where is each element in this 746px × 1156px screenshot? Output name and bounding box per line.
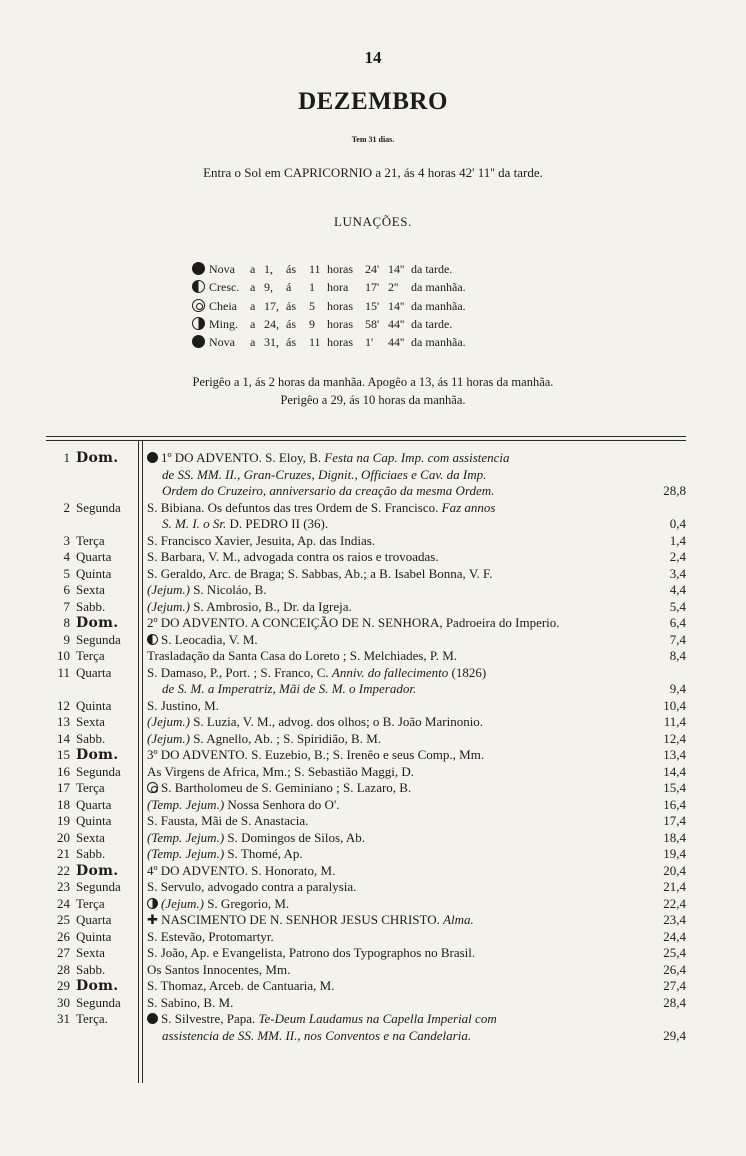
moon-age: 10,4 [663,697,686,713]
saints-line [147,912,592,929]
moon-age: 25,4 [663,945,686,960]
saints-line [147,731,592,748]
saints-line [147,698,592,715]
saints-line [147,648,592,665]
column-divider-left-inner [142,441,143,1083]
saints-text: S. Francisco Xavier, Jesuita, Ap. das Indias. [147,532,376,548]
weekday: Dom. [76,450,119,466]
saints-text: S. Bartholomeu de S. Geminiano ; S. Lazaro, B. [161,780,412,795]
saints-text: S. Estevão, Protomartyr. [147,928,274,944]
saints-text: Nossa Senhora do O'. [224,796,340,812]
weekday: Segunda [76,499,121,515]
lunation-period: da manhãa. [411,280,466,295]
weekday: Sabb. [76,730,106,746]
saints-line [147,483,592,500]
moon-age: 29,4 [663,1027,686,1043]
last-quarter-icon [147,898,158,909]
moon-age: 6,4 [669,615,686,630]
saints-text: S. Agnello, Ab. ; S. Spiridião, B. M. [189,730,382,746]
moon-age: 12,4 [663,730,686,746]
lunation-hour: 5 [309,298,315,313]
lunation-sec: 2'' [388,280,399,295]
moon-age: 8,4 [669,648,686,663]
saints-line [147,780,592,797]
saints-text: Faz annos [441,499,496,515]
saints-entry [147,714,592,731]
saints-text: de SS. MM. II., Gran-Cruzes, Dignit., Officiaes e Cav. da Imp. [162,466,487,482]
saints-line [147,764,592,781]
weekday: Quarta [76,796,112,812]
moon-age: 7,4 [669,631,686,647]
saints-text: S. Fausta, Mãi de S. Anastacia. [147,813,309,828]
day-number: 21 [57,846,70,861]
lunation-unit: horas [327,262,353,276]
lunation-day: 1, [264,262,273,276]
saints-line [147,533,592,550]
lunation-unit: horas [327,298,353,313]
weekday: Segunda [76,879,121,894]
weekday: Sexta [76,714,105,729]
saints-text: S. Justino, M. [147,697,219,713]
saints-entry [147,780,592,797]
lunation-hour: 9 [309,316,315,331]
saints-text: NASCIMENTO DE N. SENHOR JESUS CHRISTO. [161,912,444,927]
saints-entry [147,846,592,863]
saints-line [147,467,592,484]
weekday: Dom. [76,615,119,631]
lunation-hour: 11 [309,262,321,276]
saints-entry [147,929,592,946]
lunation-name: Nova [209,262,235,276]
saints-entry [147,599,592,616]
weekday: Sexta [76,582,105,597]
lunation-min: 24' [365,262,380,276]
lunations-title: LUNAÇÕES. [334,214,412,229]
lunation-min: 17' [365,280,380,295]
lunation-name: Nova [209,335,235,350]
saints-entry [147,632,592,649]
saints-line [147,516,592,533]
day-number: 3 [63,532,70,548]
day-number: 16 [57,763,70,779]
column-divider-left [138,441,139,1083]
saints-text: S. Servulo, advogado contra a paralysia. [147,879,357,894]
lunation-prep: a [250,316,256,331]
lunation-min: 15' [365,298,380,313]
first-quarter-icon [192,280,205,293]
saints-line [147,929,592,946]
saints-entry [147,962,592,979]
saints-line [147,879,592,896]
lunation-prep: a [250,298,256,313]
moon-age: 5,4 [669,598,686,614]
weekday: Quinta [76,565,112,581]
saints-text: S. Domingos de Silos, Ab. [224,829,366,845]
lunation-min: 1' [365,335,374,350]
saints-text: S. Gregorio, M. [203,895,290,911]
weekday: Terça. [76,1011,108,1026]
lunation-at: ás [286,298,296,313]
lunation-period: da manhãa. [411,335,466,350]
lunation-day: 17, [264,298,279,313]
saints-entry [147,533,592,550]
moon-age: 11,4 [663,714,686,729]
saints-line [147,632,592,649]
saints-line [147,797,592,814]
moon-age: 26,4 [663,961,686,977]
day-number: 7 [63,598,70,614]
saints-entry [147,830,592,847]
moon-age: 16,4 [663,796,686,812]
lunation-prep: a [250,262,256,276]
saints-text: S. Silvestre, Papa. [161,1011,259,1026]
weekday: Sabb. [76,598,106,614]
saints-text: S. Leocadia, V. M. [161,631,258,647]
lunation-sec: 44'' [388,316,405,331]
saints-entry [147,450,592,500]
saints-text: S. João, Ap. e Evangelista, Patrono dos Typographos no Brasil. [147,945,476,960]
day-number: 23 [57,879,70,894]
day-number: 5 [63,565,70,581]
sun-entry: Entra o Sol em CAPRICORNIO a 21, ás 4 horas 42' 11'' da tarde. [203,165,543,180]
day-number: 18 [57,796,70,812]
moon-age: 4,4 [669,582,686,597]
moon-age: 17,4 [663,813,686,828]
lunation-period: da tarde. [411,316,453,331]
weekday: Terça [76,648,105,663]
last-quarter-icon [192,317,205,330]
day-number: 4 [63,549,70,564]
saints-text: de S. M. a Imperatriz, Mãi de S. M. o Imperador. [162,681,417,696]
moon-age: 23,4 [663,912,686,927]
weekday: Segunda [76,631,121,647]
saints-text: (Temp. Jejum.) [147,829,225,845]
new-moon-icon [192,262,205,275]
lunation-name: Ming. [209,316,239,331]
weekday: Quinta [76,813,112,828]
saints-line [147,830,592,847]
saints-line [147,978,592,995]
moon-age: 28,8 [663,483,686,498]
saints-text: (Jejum.) [147,730,190,746]
full-moon-icon [192,299,205,312]
day-number: 30 [57,994,70,1010]
weekday: Quinta [76,697,112,713]
lunation-at: á [286,280,292,295]
moon-age: 24,4 [663,928,686,944]
new-moon-icon [147,452,158,463]
saints-text: (Jejum.) [147,582,190,597]
day-number: 10 [57,648,70,663]
lunation-at: ás [286,316,296,331]
new-moon-icon [192,335,205,348]
saints-text: Anniv. do fallecimento [331,664,449,680]
saints-text: S. M. I. o Sr. [162,516,230,531]
moon-age: 14,4 [663,763,686,779]
saints-line [147,846,592,863]
saints-line [147,813,592,830]
saints-text: 2º DO ADVENTO. A CONCEIÇÃO DE N. SENHORA, Padroeira do Imperio. [147,615,560,630]
saints-entry [147,648,592,665]
perigee-line-2: Perigêo a 29, ás 10 horas da manhãa. [280,393,466,407]
moon-age: 3,4 [669,565,686,581]
saints-entry [147,549,592,566]
moon-age: 2,4 [669,549,686,564]
saints-entry [147,978,592,995]
month-title: DEZEMBRO [298,88,448,115]
lunation-prep: a [250,335,256,350]
day-number: 13 [57,714,70,729]
saints-line [147,549,592,566]
day-number: 11 [57,664,70,680]
lunation-at: ás [286,262,296,276]
weekday: Sexta [76,829,105,845]
saints-entry [147,863,592,880]
first-quarter-icon [147,634,158,645]
days-note: Tem 31 dias. [351,135,395,144]
saints-line [147,500,592,517]
lunation-hour: 1 [309,280,315,295]
weekday: Dom. [76,862,119,879]
weekday: Quinta [76,928,112,944]
day-number: 9 [63,631,70,647]
saints-entry [147,747,592,764]
day-number: 15 [57,747,70,762]
saints-text: (1826) [448,664,487,680]
saints-line [147,714,592,731]
moon-age: 22,4 [663,895,686,911]
day-number: 17 [57,780,70,795]
saints-text: Ordem do Cruzeiro, anniversario da creação da mesma Ordem. [162,483,495,498]
saints-line [147,945,592,962]
saints-text: S. Barbara, V. M., advogada contra os raios e trovoadas. [147,549,439,564]
weekday: Sabb. [76,961,106,977]
saints-line [147,1028,592,1045]
weekday: Dom. [76,978,119,994]
moon-age: 0,4 [669,516,686,531]
saints-text: Os Santos Innocentes, Mm. [147,961,291,977]
saints-entry [147,731,592,748]
saints-line [147,582,592,599]
lunation-prep: a [250,280,256,295]
day-number: 6 [63,582,70,597]
saints-line [147,896,592,913]
lunation-name: Cresc. [209,280,240,295]
saints-line [147,566,592,583]
saints-text: S. Thomé, Ap. [224,846,303,861]
saints-entry [147,896,592,913]
saints-text: S. Luzia, V. M., advog. dos olhos; o B. João Marinonio. [189,714,484,729]
saints-line [147,615,592,632]
day-number: 28 [57,961,70,977]
day-number: 29 [57,978,70,993]
saints-entry [147,582,592,599]
saints-text: (Temp. Jejum.) [147,846,225,861]
day-number: 1 [63,450,70,465]
weekday: Quarta [76,664,112,680]
saints-line [147,599,592,616]
weekday: Terça [76,532,105,548]
day-number: 25 [57,912,70,927]
lunation-hour: 11 [309,335,321,350]
saints-text: Festa na Cap. Imp. com assistencia [324,450,510,465]
saints-text: S. Geraldo, Arc. de Braga; S. Sabbas, Ab.; a B. Isabel Bonna, V. F. [147,565,493,581]
lunation-period: da manhãa. [411,298,466,313]
saints-text: (Jejum.) [161,895,204,911]
moon-age: 9,4 [669,681,686,696]
saints-text: 3º DO ADVENTO. S. Euzebio, B.; S. Irenêo e seus Comp., Mm. [147,747,485,762]
day-number: 31 [57,1011,70,1026]
saints-entry [147,879,592,896]
saints-text: S. Sabino, B. M. [147,994,234,1010]
weekday: Sexta [76,945,105,960]
saints-entry [147,615,592,632]
saints-text: Te-Deum Laudamus na Capella Imperial com [258,1011,497,1026]
moon-age: 27,4 [663,978,686,993]
saints-text: S. Damaso, P., Port. ; S. Franco, C. [147,664,332,680]
table-top-rule [46,436,686,437]
lunation-day: 24, [264,316,279,331]
saints-text: 1º DO ADVENTO. S. Eloy, B. [161,450,325,465]
saints-line [147,450,592,467]
day-number: 26 [57,928,70,944]
weekday: Segunda [76,763,121,779]
saints-entry [147,813,592,830]
saints-text: S. Bibiana. Os defuntos das tres Ordem de S. Francisco. [147,499,442,515]
lunation-sec: 14'' [388,262,405,276]
lunation-sec: 44'' [388,335,405,350]
lunation-day: 31, [264,335,279,350]
saints-line [147,747,592,764]
saints-line [147,1011,592,1028]
weekday: Segunda [76,994,121,1010]
saints-entry [147,665,592,698]
saints-text: As Virgens de Africa, Mm.; S. Sebastião Maggi, D. [147,763,415,779]
saints-text: (Jejum.) [147,714,190,729]
saints-text: D. PEDRO II (36). [229,516,329,531]
moon-age: 21,4 [663,879,686,894]
moon-age: 28,4 [663,994,686,1010]
saints-entry [147,500,592,533]
saints-line [147,665,592,682]
lunation-unit: horas [327,316,353,331]
lunation-min: 58' [365,316,380,331]
cross-icon: ✚ [147,912,162,927]
saints-line [147,863,592,880]
saints-entry [147,995,592,1012]
weekday: Dom. [76,747,119,763]
saints-text: S. Thomaz, Arceb. de Cantuaria, M. [147,978,335,993]
saints-entry [147,912,592,929]
lunation-period: da tarde. [411,262,453,276]
day-number: 20 [57,829,70,845]
lunation-name: Cheia [209,298,237,313]
saints-text: (Jejum.) [147,598,190,614]
saints-text: assistencia de SS. MM. II., nos Conventos e na Candelaria. [162,1027,472,1043]
weekday: Quarta [76,912,112,927]
day-number: 24 [57,895,70,911]
full-moon-icon [147,782,158,793]
day-number: 2 [63,499,70,515]
lunation-day: 9, [264,280,273,295]
saints-line [147,995,592,1012]
day-number: 19 [57,813,70,828]
weekday: Sabb. [76,846,106,861]
moon-age: 20,4 [663,862,686,878]
day-number: 22 [57,862,70,878]
saints-entry [147,945,592,962]
saints-entry [147,1011,592,1044]
perigee-line-1: Perigêo a 1, ás 2 horas da manhãa. Apogêo a 13, ás 11 horas da manhãa. [192,375,554,389]
saints-text: Alma. [443,912,474,927]
moon-age: 15,4 [663,780,686,795]
saints-text: S. Ambrosio, B., Dr. da Igreja. [189,598,352,614]
lunation-unit: hora [327,280,349,295]
saints-text: (Temp. Jejum.) [147,796,225,812]
saints-text: Trasladação da Santa Casa do Loreto ; S. Melchiades, P. M. [147,648,458,663]
day-number: 8 [63,615,70,630]
saints-entry [147,797,592,814]
saints-entry [147,764,592,781]
lunation-unit: horas [327,335,353,350]
weekday: Terça [76,780,105,795]
new-moon-icon [147,1013,158,1024]
saints-line [147,962,592,979]
saints-line [147,681,592,698]
day-number: 14 [57,730,70,746]
saints-text: S. Nicoláo, B. [189,582,267,597]
day-number: 12 [57,697,70,713]
moon-age: 13,4 [663,747,686,762]
day-number: 27 [57,945,70,960]
page-number: 14 [364,48,382,67]
saints-entry [147,566,592,583]
weekday: Terça [76,895,105,911]
moon-age: 1,4 [669,532,686,548]
moon-age: 19,4 [663,846,686,861]
lunation-sec: 14'' [388,298,405,313]
saints-text: 4º DO ADVENTO. S. Honorato, M. [147,862,336,878]
weekday: Quarta [76,549,112,564]
saints-entry [147,698,592,715]
lunation-at: ás [286,335,296,350]
moon-age: 18,4 [663,829,686,845]
